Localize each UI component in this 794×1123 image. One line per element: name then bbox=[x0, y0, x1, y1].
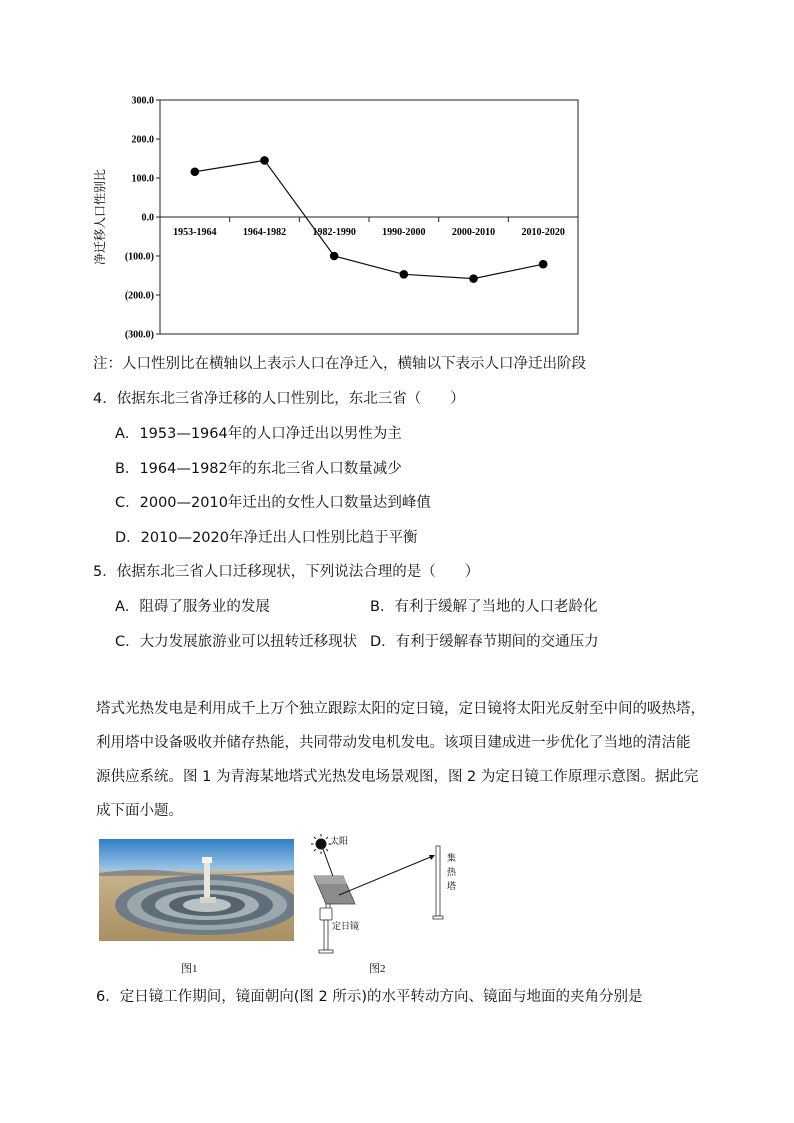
y-tick-label: (200.0) bbox=[124, 290, 154, 302]
data-point bbox=[191, 167, 200, 176]
data-point bbox=[330, 252, 339, 261]
passage-line-3: 源供应系统。图 1 为青海某地塔式光热发电场景观图，图 2 为定日镜工作原理示意图。据此完 bbox=[96, 769, 699, 785]
y-tick-label: (300.0) bbox=[124, 329, 154, 341]
y-axis-label: 净迁移人口性别比 bbox=[93, 168, 107, 266]
data-point bbox=[260, 156, 269, 165]
x-tick-label: 2010-2020 bbox=[521, 227, 565, 238]
data-point bbox=[400, 270, 409, 279]
mirror-label: 定日镜 bbox=[332, 922, 360, 932]
q5-stem: 5．依据东北三省人口迁移现状，下列说法合理的是（ ） bbox=[93, 564, 480, 580]
tower-label-1: 集 bbox=[447, 854, 457, 864]
y-tick-label: 200.0 bbox=[131, 134, 154, 146]
y-tick-label: 300.0 bbox=[131, 95, 154, 107]
figure-2-caption: 图2 bbox=[369, 963, 386, 975]
q5-option-c[interactable]: C．大力发展旅游业可以扭转迁移现状 bbox=[115, 634, 358, 650]
x-tick-label: 1982-1990 bbox=[312, 227, 356, 238]
data-point bbox=[539, 260, 548, 269]
sun-label: 太阳 bbox=[330, 837, 349, 847]
q4-option-c[interactable]: C．2000—2010年迁出的女性人口数量达到峰值 bbox=[115, 495, 431, 511]
y-tick-label: 0.0 bbox=[141, 212, 154, 224]
q5-option-b[interactable]: B．有利于缓解了当地的人口老龄化 bbox=[370, 599, 598, 615]
solar-field-photo bbox=[99, 839, 294, 941]
x-tick-label: 1964-1982 bbox=[242, 227, 287, 238]
q4-option-a[interactable]: A．1953—1964年的人口净迁出以男性为主 bbox=[115, 426, 402, 442]
x-tick-label: 2000-2010 bbox=[451, 227, 496, 238]
passage-line-1: 塔式光热发电是利用成千上万个独立跟踪太阳的定日镜，定日镜将太阳光反射至中间的吸热塔， bbox=[96, 701, 705, 717]
chart-svg bbox=[88, 92, 588, 347]
sun-icon bbox=[311, 834, 331, 854]
heliostat-diagram bbox=[305, 832, 465, 960]
tower-label-2: 热 bbox=[447, 868, 457, 878]
heliostat-mirror bbox=[314, 876, 355, 904]
figure-1-caption: 图1 bbox=[181, 963, 198, 975]
y-tick-label: 100.0 bbox=[131, 173, 154, 185]
q5-option-d[interactable]: D．有利于缓解春节期间的交通压力 bbox=[370, 634, 599, 650]
q4-option-b[interactable]: B．1964—1982年的东北三省人口数量减少 bbox=[115, 461, 402, 477]
q4-stem: 4．依据东北三省净迁移的人口性别比，东北三省（ ） bbox=[93, 391, 465, 407]
q4-option-d[interactable]: D．2010—2020年净迁出人口性别比趋于平衡 bbox=[115, 530, 418, 546]
data-point bbox=[469, 274, 478, 283]
q6-stem: 6．定日镜工作期间，镜面朝向(图 2 所示)的水平转动方向、镜面与地面的夹角分别是 bbox=[96, 989, 643, 1005]
q5-option-a[interactable]: A．阻碍了服务业的发展 bbox=[115, 599, 270, 615]
x-tick-label: 1953-1964 bbox=[173, 227, 217, 238]
chart-note: 注：人口性别比在横轴以上表示人口在净迁入，横轴以下表示人口净迁出阶段 bbox=[93, 356, 586, 372]
tower-label-3: 塔 bbox=[447, 882, 457, 892]
x-tick-label: 1990-2000 bbox=[382, 227, 426, 238]
net-migration-sex-ratio-chart bbox=[88, 92, 588, 347]
passage-line-4: 成下面小题。 bbox=[96, 803, 183, 819]
heat-collecting-tower bbox=[433, 846, 443, 919]
y-tick-label: (100.0) bbox=[124, 251, 154, 263]
passage-line-2: 利用塔中设备吸收并储存热能，共同带动发电机发电。该项目建成进一步优化了当地的清洁能 bbox=[96, 735, 691, 751]
